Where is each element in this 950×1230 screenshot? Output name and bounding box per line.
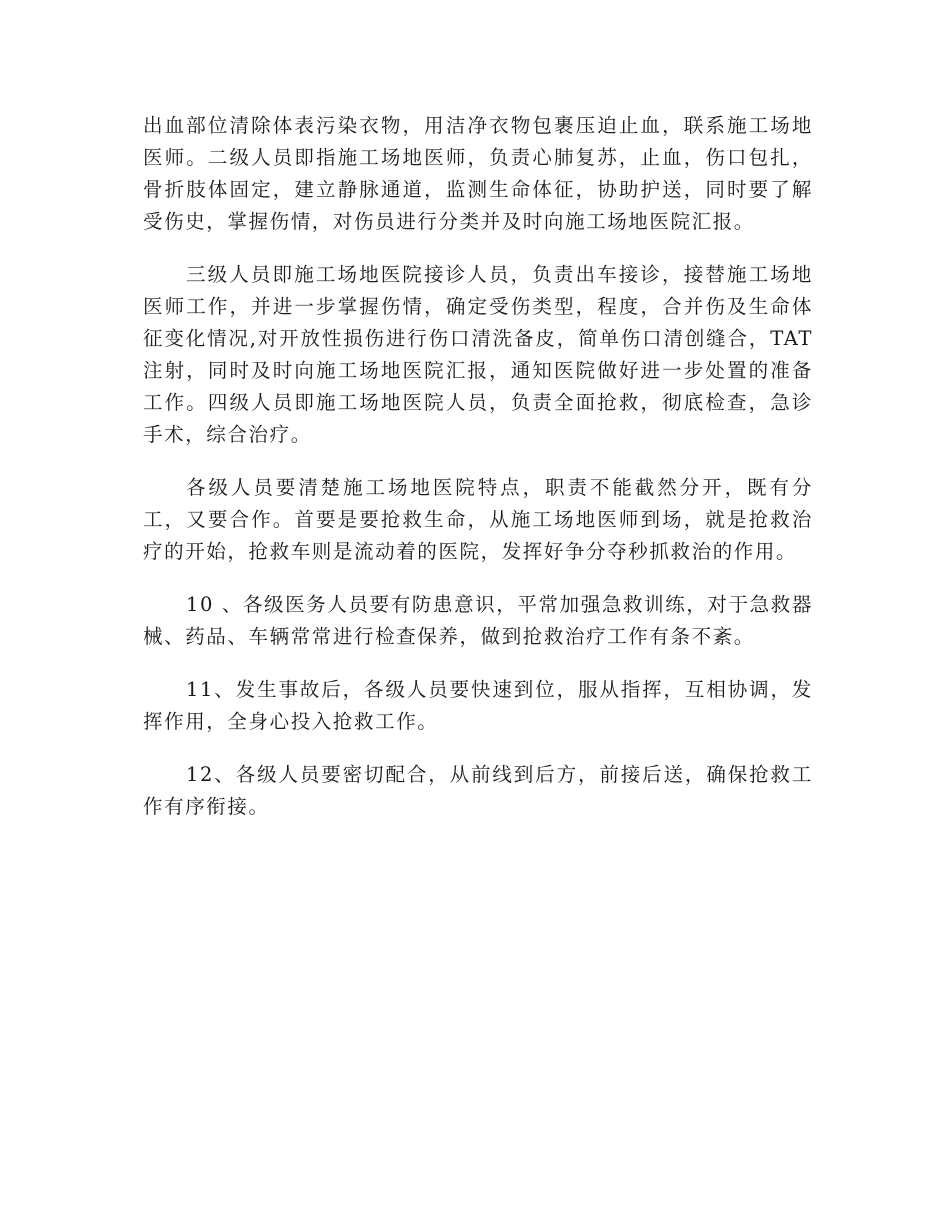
paragraph-3: 各级人员要清楚施工场地医院特点，职责不能截然分开，既有分工，又要合作。首要是要抢救生命，从施工场地医师到场，就是抢救治疗的开始，抢救车则是流动着的医院，发挥好争分夺秒抓救治的作用。 (143, 476, 813, 563)
paragraph-2: 三级人员即施工场地医院接诊人员，负责出车接诊，接替施工场地医师工作，并进一步掌握伤情，确定受伤类型，程度，合并伤及生命体征变化情况,对开放性损伤进行伤口清洗备皮，简单伤口清创缝合，TAT 注射，同时及时向施工场地医院汇报，通知医院做好进一步处置的准备工作。四级人员即施工场地医院人员，负责全面抢救，彻底检查，急诊手术，综合治疗。 (143, 263, 813, 446)
paragraph-6: 12、各级人员要密切配合，从前线到后方，前接后送，确保抢救工作有序衔接。 (143, 763, 813, 818)
paragraph-1: 出血部位清除体表污染衣物，用洁净衣物包裹压迫止血，联系施工场地医师。二级人员即指施工场地医师，负责心肺复苏，止血，伤口包扎，骨折肢体固定，建立静脉通道，监测生命体征，协助护送，同时要了解受伤史，掌握伤情，对伤员进行分类并及时向施工场地医院汇报。 (143, 114, 813, 233)
paragraph-5: 11、发生事故后，各级人员要快速到位，服从指挥，互相协调，发挥作用，全身心投入抢救工作。 (143, 678, 813, 733)
document-body (143, 110, 813, 823)
paragraph-4: 10 、各级医务人员要有防患意识，平常加强急救训练，对于急救器械、药品、车辆常常进行检查保养，做到抢救治疗工作有条不紊。 (143, 593, 813, 648)
